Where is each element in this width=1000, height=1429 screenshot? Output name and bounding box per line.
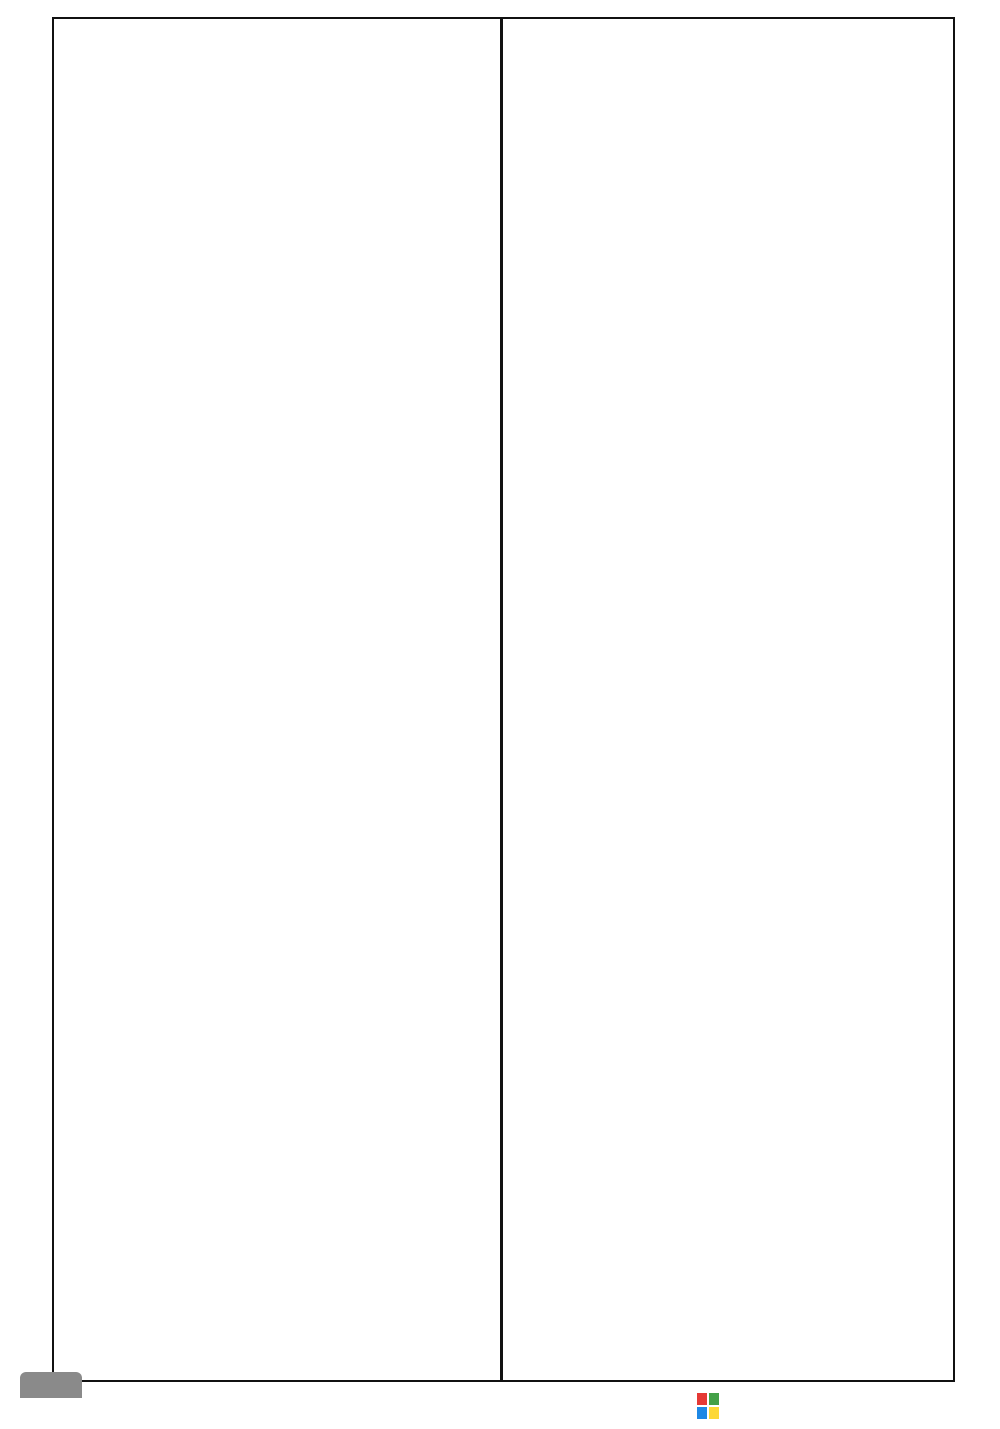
- corner-logo: [20, 1372, 82, 1398]
- footer-brand[interactable]: [697, 1393, 723, 1419]
- liveworksheets-logo-icon: [697, 1393, 719, 1419]
- worksheet-frame: [52, 17, 955, 1382]
- right-column: [500, 19, 953, 1380]
- left-column: [54, 19, 503, 1380]
